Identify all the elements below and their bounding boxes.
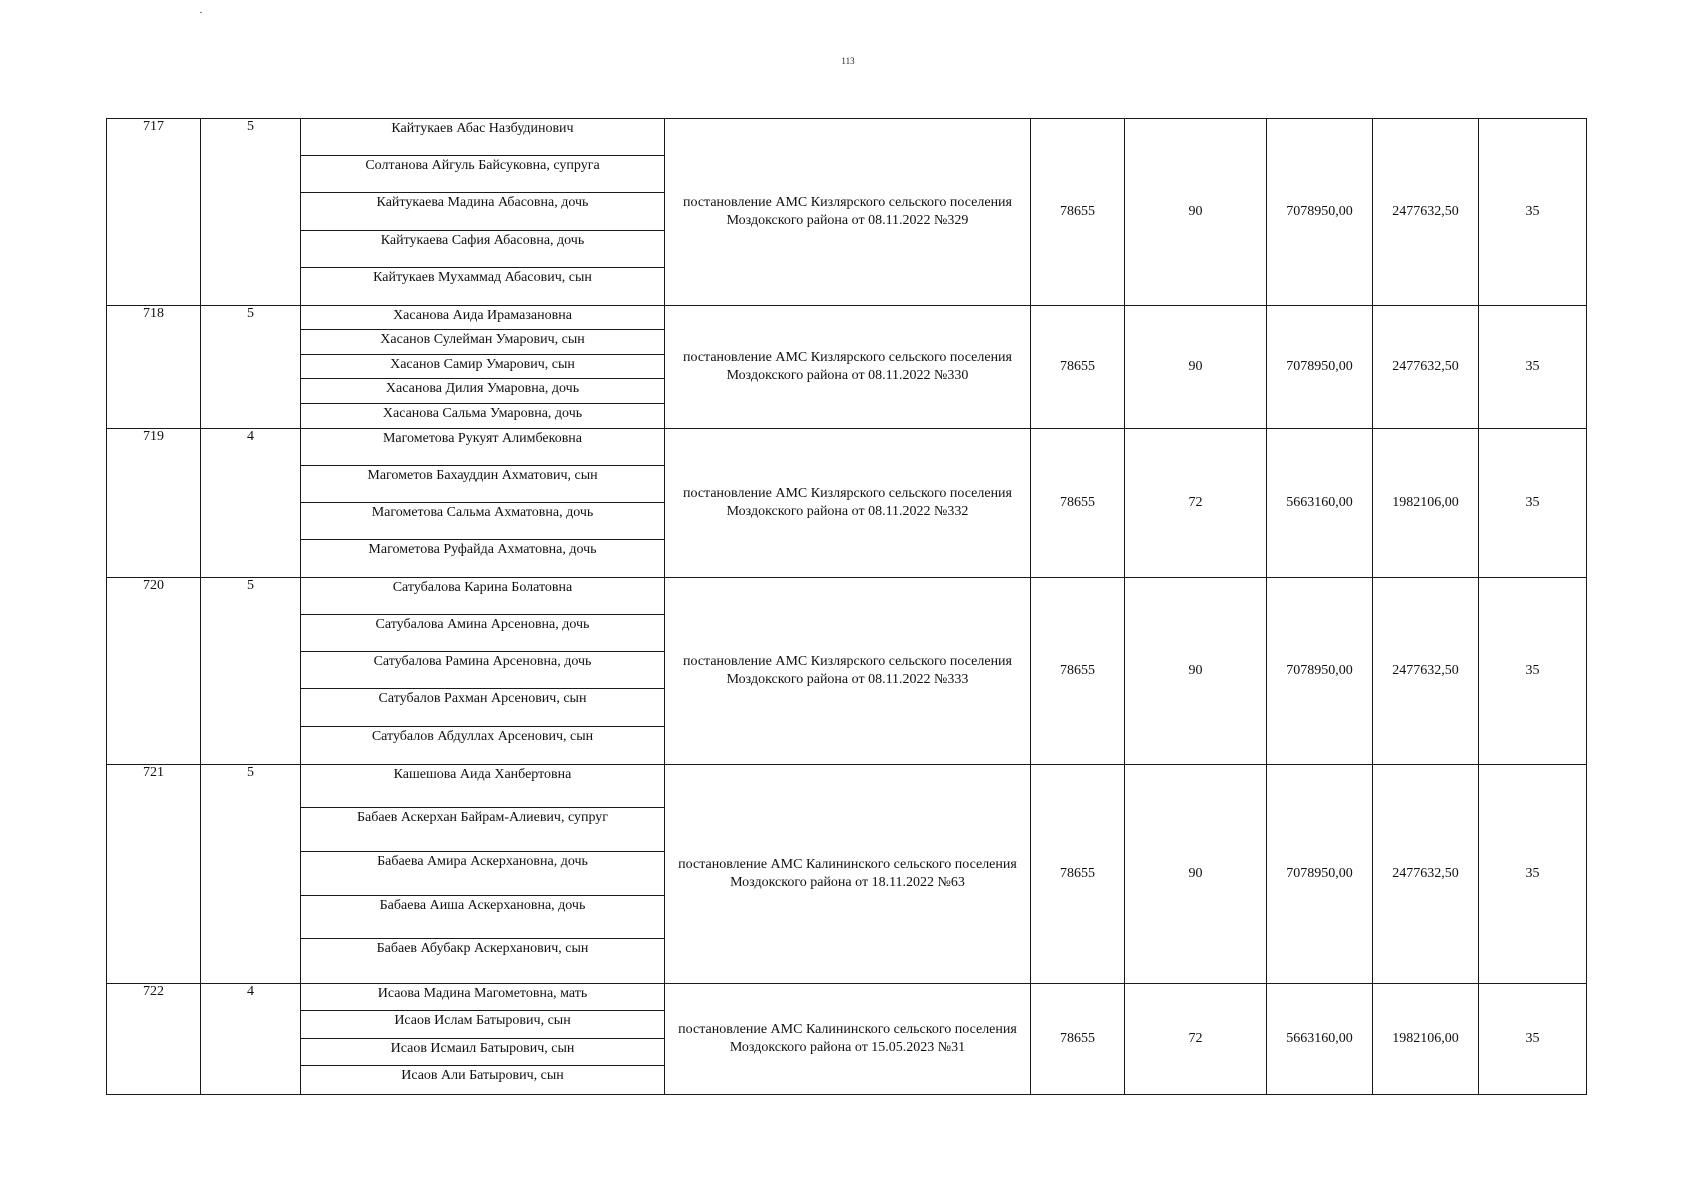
family-members-count: 5	[201, 119, 301, 306]
row-number: 718	[107, 305, 201, 428]
row-number: 721	[107, 764, 201, 983]
resolution-reference: постановление АМС Кизлярского сельского поселения Моздокского района от 08.11.2022 №329	[665, 119, 1031, 306]
family-member-name: Кайтукаева Сафия Абасовна, дочь	[301, 231, 664, 268]
norm-cost-per-sqm: 78655	[1031, 428, 1125, 577]
table-row	[107, 983, 1587, 1094]
family-member-name: Сатубалова Амина Арсеновна, дочь	[301, 615, 664, 652]
row-number: 717	[107, 119, 201, 306]
subsidy-percent: 35	[1479, 983, 1587, 1094]
family-member-name: Кайтукаев Мухаммад Абасович, сын	[373, 269, 592, 285]
family-members-count: 4	[201, 428, 301, 577]
family-member-name: Солтанова Айгуль Байсуковна, супруга	[301, 156, 664, 193]
table-row	[107, 119, 1587, 306]
total-cost: 5663160,00	[1267, 983, 1373, 1094]
subsidy-amount: 2477632,50	[1373, 119, 1479, 306]
family-member-name: Кашешова Аида Ханбертовна	[301, 765, 664, 809]
family-members-count: 4	[201, 983, 301, 1094]
family-member-name: Магометова Рукуят Алимбековна	[301, 429, 664, 466]
page-number: 113	[841, 56, 855, 66]
family-member-name: Сатубалов Абдуллах Арсенович, сын	[371, 728, 594, 744]
subsidy-percent: 35	[1479, 428, 1587, 577]
norm-cost-per-sqm: 78655	[1031, 119, 1125, 306]
family-member-name: Магометова Руфайда Ахматовна, дочь	[368, 541, 597, 557]
family-members-list	[301, 983, 665, 1094]
row-number: 719	[107, 428, 201, 577]
family-member-name: Сатубалов Рахман Арсенович, сын	[301, 689, 664, 726]
subsidy-percent: 35	[1479, 305, 1587, 428]
table-row	[107, 428, 1587, 577]
family-member-name: Магометов Бахауддин Ахматович, сын	[301, 466, 664, 503]
total-cost: 5663160,00	[1267, 428, 1373, 577]
family-member-name: Исаова Мадина Магометовна, мать	[301, 984, 664, 1012]
row-number: 722	[107, 983, 201, 1094]
family-member-name: Сатубалова Рамина Арсеновна, дочь	[301, 652, 664, 689]
norm-cost-per-sqm: 78655	[1031, 764, 1125, 983]
family-member-name: Исаов Ислам Батырович, сын	[301, 1011, 664, 1039]
norm-cost-per-sqm: 78655	[1031, 577, 1125, 764]
norm-cost-per-sqm: 78655	[1031, 305, 1125, 428]
registry-table	[106, 118, 1587, 1095]
resolution-reference: постановление АМС Кизлярского сельского поселения Моздокского района от 08.11.2022 №332	[665, 428, 1031, 577]
table-body	[107, 119, 1587, 1095]
family-members-list	[301, 577, 665, 764]
subsidy-percent: 35	[1479, 577, 1587, 764]
subsidy-amount: 1982106,00	[1373, 983, 1479, 1094]
family-members-count: 5	[201, 577, 301, 764]
housing-area: 90	[1125, 764, 1267, 983]
family-members-count: 5	[201, 764, 301, 983]
resolution-reference: постановление АМС Кизлярского сельского поселения Моздокского района от 08.11.2022 №330	[665, 305, 1031, 428]
subsidy-amount: 2477632,50	[1373, 305, 1479, 428]
subsidy-amount: 2477632,50	[1373, 764, 1479, 983]
total-cost: 7078950,00	[1267, 764, 1373, 983]
row-number: 720	[107, 577, 201, 764]
family-members-count: 5	[201, 305, 301, 428]
family-members-list	[301, 764, 665, 983]
table-row	[107, 764, 1587, 983]
subsidy-percent: 35	[1479, 119, 1587, 306]
total-cost: 7078950,00	[1267, 119, 1373, 306]
family-member-name: Хасанов Сулейман Умарович, сын	[301, 330, 664, 354]
housing-area: 90	[1125, 119, 1267, 306]
family-member-name: Магометова Сальма Ахматовна, дочь	[301, 503, 664, 540]
family-member-name: Бабаев Аскерхан Байрам-Алиевич, супруг	[301, 808, 664, 852]
family-members-list	[301, 428, 665, 577]
family-member-name: Исаов Али Батырович, сын	[401, 1068, 564, 1084]
table-row	[107, 577, 1587, 764]
family-members-list	[301, 119, 665, 306]
family-member-name: Исаов Исмаил Батырович, сын	[301, 1039, 664, 1067]
housing-area: 90	[1125, 305, 1267, 428]
resolution-reference: постановление АМС Кизлярского сельского поселения Моздокского района от 08.11.2022 №333	[665, 577, 1031, 764]
family-member-name: Бабаева Аиша Аскерхановна, дочь	[301, 896, 664, 940]
resolution-reference: постановление АМС Калининского сельского поселения Моздокского района от 15.05.2023 №31	[665, 983, 1031, 1094]
family-member-name: Хасанова Дилия Умаровна, дочь	[301, 379, 664, 403]
family-member-name: Сатубалова Карина Болатовна	[301, 578, 664, 615]
family-member-name: Хасанов Самир Умарович, сын	[301, 355, 664, 379]
family-members-list	[301, 305, 665, 428]
subsidy-amount: 2477632,50	[1373, 577, 1479, 764]
family-member-name: Бабаева Амира Аскерхановна, дочь	[301, 852, 664, 896]
family-member-name: Кайтукаев Абас Назбудинович	[301, 119, 664, 156]
family-member-name: Кайтукаева Мадина Абасовна, дочь	[301, 193, 664, 230]
total-cost: 7078950,00	[1267, 577, 1373, 764]
housing-area: 72	[1125, 428, 1267, 577]
housing-area: 90	[1125, 577, 1267, 764]
subsidy-percent: 35	[1479, 764, 1587, 983]
family-member-name: Бабаев Абубакр Аскерханович, сын	[376, 941, 589, 957]
family-member-name: Хасанова Сальма Умаровна, дочь	[382, 405, 583, 421]
housing-area: 72	[1125, 983, 1267, 1094]
total-cost: 7078950,00	[1267, 305, 1373, 428]
table-row	[107, 305, 1587, 428]
family-member-name: Хасанова Аида Ирамазановна	[301, 306, 664, 330]
subsidy-amount: 1982106,00	[1373, 428, 1479, 577]
scan-speck	[200, 12, 202, 13]
norm-cost-per-sqm: 78655	[1031, 983, 1125, 1094]
resolution-reference: постановление АМС Калининского сельского поселения Моздокского района от 18.11.2022 №63	[665, 764, 1031, 983]
